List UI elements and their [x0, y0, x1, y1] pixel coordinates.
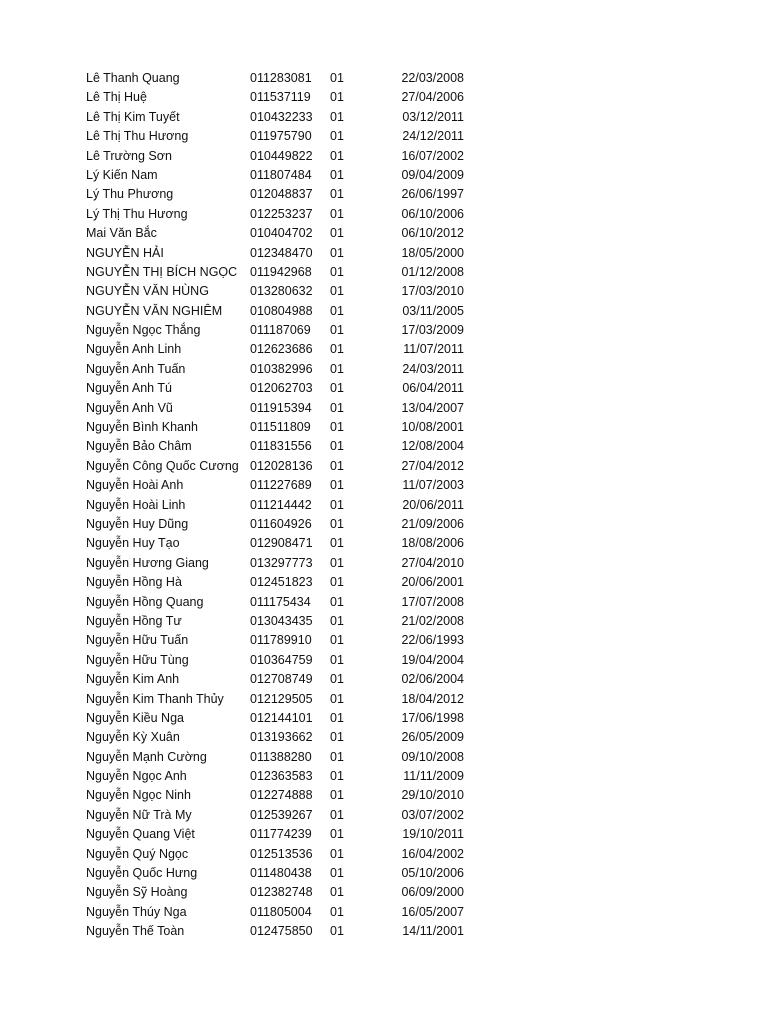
name-cell: Nguyễn Quốc Hưng: [86, 866, 198, 881]
date-cell: 27/04/2012: [401, 458, 464, 473]
name-cell: Nguyễn Kim Anh: [86, 672, 180, 687]
name-cell: Lê Trường Sơn: [86, 148, 172, 163]
name-cell: Nguyễn Hoài Anh: [86, 478, 184, 493]
date-cell: 17/03/2009: [401, 323, 464, 338]
date-cell: 22/03/2008: [401, 71, 464, 85]
id-cell: 011214442: [250, 497, 312, 512]
code-cell: 01: [330, 303, 344, 318]
id-cell: 011831556: [250, 439, 312, 454]
code-cell: 01: [330, 924, 344, 939]
id-cell: 012708749: [250, 672, 313, 687]
table-row: [86, 728, 486, 747]
name-cell: Nguyễn Bình Khanh: [86, 420, 198, 435]
id-cell: 012451823: [250, 575, 313, 590]
code-cell: 01: [330, 458, 344, 473]
id-cell: 010382996: [250, 361, 313, 376]
table-row: [86, 767, 486, 786]
id-cell: 010432233: [250, 109, 313, 124]
date-cell: 06/10/2006: [401, 206, 464, 221]
table-row: [86, 883, 486, 902]
id-cell: 011187069: [250, 323, 311, 338]
code-cell: 01: [330, 129, 344, 144]
date-cell: 20/06/2011: [402, 497, 464, 512]
code-cell: 01: [330, 885, 344, 900]
table-row: [86, 457, 486, 476]
table-row: [86, 690, 486, 709]
date-cell: 20/06/2001: [401, 575, 464, 590]
code-cell: 01: [330, 400, 344, 415]
data-table: [86, 69, 486, 942]
date-cell: 11/07/2011: [403, 342, 464, 357]
id-cell: 012539267: [250, 807, 313, 822]
name-cell: Nguyễn Anh Tuấn: [86, 361, 186, 376]
date-cell: 24/03/2011: [402, 361, 464, 376]
code-cell: 01: [330, 167, 344, 182]
name-cell: Lý Thu Phương: [86, 187, 174, 202]
table-row: [86, 573, 486, 592]
date-cell: 06/10/2012: [401, 226, 464, 241]
name-cell: Nguyễn Ngọc Ninh: [86, 788, 191, 803]
table-row: [86, 845, 486, 864]
id-cell: 011807484: [250, 167, 312, 182]
table-row: [86, 147, 486, 166]
table-row: [86, 302, 486, 321]
name-cell: Nguyễn Kỳ Xuân: [86, 730, 180, 745]
code-cell: 01: [330, 71, 344, 85]
name-cell: Nguyễn Quý Ngọc: [86, 846, 189, 861]
table-row: [86, 263, 486, 282]
id-cell: 012382748: [250, 885, 313, 900]
date-cell: 26/05/2009: [401, 730, 464, 745]
table-row: [86, 437, 486, 456]
code-cell: 01: [330, 827, 344, 842]
date-cell: 18/08/2006: [401, 536, 464, 551]
table-row: [86, 864, 486, 883]
id-cell: 013297773: [250, 555, 313, 570]
date-cell: 17/06/1998: [401, 710, 464, 725]
date-cell: 27/04/2010: [401, 555, 464, 570]
table-row: [86, 88, 486, 107]
id-cell: 012623686: [250, 342, 313, 357]
table-row: [86, 554, 486, 573]
name-cell: Nguyễn Nữ Trà My: [86, 807, 192, 822]
code-cell: 01: [330, 497, 344, 512]
table-row: [86, 709, 486, 728]
name-cell: Nguyễn Anh Tú: [86, 381, 172, 396]
date-cell: 19/04/2004: [401, 652, 464, 667]
date-cell: 11/07/2003: [402, 478, 464, 493]
id-cell: 012513536: [250, 846, 313, 861]
table-row: [86, 399, 486, 418]
table-row: [86, 244, 486, 263]
id-cell: 012062703: [250, 381, 313, 396]
table-row: [86, 825, 486, 844]
table-row: [86, 185, 486, 204]
code-cell: 01: [330, 769, 344, 784]
table-row: [86, 340, 486, 359]
date-cell: 01/12/2008: [401, 264, 464, 279]
date-cell: 18/04/2012: [401, 691, 464, 706]
id-cell: 012048837: [250, 187, 313, 202]
date-cell: 27/04/2006: [401, 90, 464, 105]
name-cell: NGUYỄN VĂN NGHIÊM: [86, 303, 223, 318]
date-cell: 06/04/2011: [402, 381, 464, 396]
table-row: [86, 360, 486, 379]
id-cell: 013193662: [250, 730, 313, 745]
table-row: [86, 321, 486, 340]
code-cell: 01: [330, 807, 344, 822]
code-cell: 01: [330, 672, 344, 687]
date-cell: 12/08/2004: [401, 439, 464, 454]
table-row: [86, 903, 486, 922]
code-cell: 01: [330, 264, 344, 279]
name-cell: Nguyễn Hoài Linh: [86, 497, 186, 512]
date-cell: 11/11/2009: [403, 769, 464, 784]
id-cell: 012475850: [250, 924, 313, 939]
name-cell: Nguyễn Huy Dũng: [86, 516, 189, 531]
date-cell: 03/12/2011: [402, 109, 464, 124]
name-cell: Nguyễn Hữu Tuấn: [86, 633, 189, 648]
name-cell: Nguyễn Ngọc Anh: [86, 769, 187, 784]
date-cell: 17/03/2010: [401, 284, 464, 299]
id-cell: 011805004: [250, 904, 312, 919]
table-row: [86, 515, 486, 534]
name-cell: Nguyễn Hữu Tùng: [86, 652, 189, 667]
code-cell: 01: [330, 284, 344, 299]
id-cell: 010364759: [250, 652, 313, 667]
code-cell: 01: [330, 323, 344, 338]
id-cell: 011774239: [250, 827, 312, 842]
name-cell: Nguyễn Công Quốc Cương: [86, 458, 239, 473]
id-cell: 010449822: [250, 148, 313, 163]
code-cell: 01: [330, 866, 344, 881]
date-cell: 21/09/2006: [401, 516, 464, 531]
code-cell: 01: [330, 478, 344, 493]
name-cell: Nguyễn Hồng Tư: [86, 613, 182, 628]
code-cell: 01: [330, 381, 344, 396]
code-cell: 01: [330, 613, 344, 628]
id-cell: 011480438: [250, 866, 312, 881]
code-cell: 01: [330, 555, 344, 570]
date-cell: 14/11/2001: [402, 924, 464, 939]
date-cell: 16/07/2002: [401, 148, 464, 163]
id-cell: 012363583: [250, 769, 313, 784]
date-cell: 09/10/2008: [401, 749, 464, 764]
date-cell: 16/05/2007: [401, 904, 464, 919]
table-row: [86, 418, 486, 437]
date-cell: 17/07/2008: [401, 594, 464, 609]
code-cell: 01: [330, 633, 344, 648]
date-cell: 09/04/2009: [401, 167, 464, 182]
id-cell: 011283081: [250, 71, 312, 85]
id-cell: 010804988: [250, 303, 313, 318]
code-cell: 01: [330, 516, 344, 531]
name-cell: Nguyễn Anh Linh: [86, 342, 182, 357]
name-cell: Nguyễn Thế Toàn: [86, 924, 185, 939]
table-row: [86, 108, 486, 127]
code-cell: 01: [330, 90, 344, 105]
id-cell: 013280632: [250, 284, 313, 299]
name-cell: Nguyễn Hồng Hà: [86, 575, 182, 590]
date-cell: 10/08/2001: [401, 420, 464, 435]
name-cell: Nguyễn Bảo Châm: [86, 439, 192, 454]
id-cell: 011789910: [250, 633, 312, 648]
id-cell: 012028136: [250, 458, 313, 473]
table-row: [86, 922, 486, 941]
name-cell: Nguyễn Mạnh Cường: [86, 749, 207, 764]
code-cell: 01: [330, 206, 344, 221]
date-cell: 03/11/2005: [402, 303, 464, 318]
table-row: [86, 534, 486, 553]
name-cell: Lê Thanh Quang: [86, 71, 180, 85]
name-cell: Nguyễn Huy Tạo: [86, 536, 180, 551]
code-cell: 01: [330, 226, 344, 241]
name-cell: NGUYỄN VĂN HÙNG: [86, 284, 209, 299]
code-cell: 01: [330, 148, 344, 163]
id-cell: 011942968: [250, 264, 312, 279]
id-cell: 012908471: [250, 536, 313, 551]
table-row: [86, 496, 486, 515]
code-cell: 01: [330, 439, 344, 454]
date-cell: 29/10/2010: [401, 788, 464, 803]
id-cell: 011537119: [250, 90, 311, 105]
table-row: [86, 282, 486, 301]
id-cell: 012253237: [250, 206, 313, 221]
table-row: [86, 612, 486, 631]
name-cell: Nguyễn Quang Việt: [86, 827, 195, 842]
table-row: [86, 379, 486, 398]
date-cell: 03/07/2002: [401, 807, 464, 822]
code-cell: 01: [330, 536, 344, 551]
code-cell: 01: [330, 710, 344, 725]
id-cell: 011388280: [250, 749, 312, 764]
date-cell: 05/10/2006: [401, 866, 464, 881]
name-cell: NGUYỄN THỊ BÍCH NGỌC: [86, 264, 238, 279]
table-row: [86, 224, 486, 243]
date-cell: 18/05/2000: [401, 245, 464, 260]
date-cell: 06/09/2000: [401, 885, 464, 900]
table-row: [86, 631, 486, 650]
code-cell: 01: [330, 109, 344, 124]
date-cell: 02/06/2004: [401, 672, 464, 687]
name-cell: Lê Thị Kim Tuyết: [86, 109, 180, 124]
name-cell: Nguyễn Hương Giang: [86, 555, 209, 570]
id-cell: 012129505: [250, 691, 313, 706]
id-cell: 011511809: [250, 420, 311, 435]
code-cell: 01: [330, 575, 344, 590]
code-cell: 01: [330, 187, 344, 202]
date-cell: 19/10/2011: [402, 827, 464, 842]
name-cell: Lý Kiến Nam: [86, 167, 158, 182]
id-cell: 012144101: [250, 710, 313, 725]
id-cell: 011975790: [250, 129, 312, 144]
name-cell: NGUYỄN HẢI: [86, 245, 164, 260]
table-row: [86, 651, 486, 670]
date-cell: 16/04/2002: [401, 846, 464, 861]
id-cell: 012348470: [250, 245, 313, 260]
code-cell: 01: [330, 652, 344, 667]
date-cell: 21/02/2008: [401, 613, 464, 628]
name-cell: Nguyễn Kim Thanh Thủy: [86, 691, 224, 706]
id-cell: 010404702: [250, 226, 313, 241]
code-cell: 01: [330, 788, 344, 803]
code-cell: 01: [330, 749, 344, 764]
id-cell: 011604926: [250, 516, 312, 531]
code-cell: 01: [330, 904, 344, 919]
code-cell: 01: [330, 342, 344, 357]
code-cell: 01: [330, 594, 344, 609]
id-cell: 011175434: [250, 594, 311, 609]
table-row: [86, 786, 486, 805]
table-row: [86, 476, 486, 495]
name-cell: Nguyễn Kiều Nga: [86, 710, 184, 725]
date-cell: 26/06/1997: [401, 187, 464, 202]
name-cell: Nguyễn Ngọc Thắng: [86, 323, 201, 338]
table-row: [86, 748, 486, 767]
table-row: [86, 205, 486, 224]
code-cell: 01: [330, 691, 344, 706]
id-cell: 012274888: [250, 788, 313, 803]
code-cell: 01: [330, 420, 344, 435]
table-row: [86, 69, 486, 88]
table-row: [86, 806, 486, 825]
name-cell: Nguyễn Anh Vũ: [86, 400, 173, 415]
name-cell: Lý Thị Thu Hương: [86, 206, 188, 221]
table-row: [86, 127, 486, 146]
table-row: [86, 670, 486, 689]
name-cell: Mai Văn Bắc: [86, 226, 157, 241]
name-cell: Lê Thị Huệ: [86, 90, 147, 105]
id-cell: 011227689: [250, 478, 312, 493]
date-cell: 22/06/1993: [401, 633, 464, 648]
date-cell: 13/04/2007: [401, 400, 464, 415]
id-cell: 013043435: [250, 613, 313, 628]
table-row: [86, 593, 486, 612]
code-cell: 01: [330, 361, 344, 376]
id-cell: 011915394: [250, 400, 312, 415]
name-cell: Nguyễn Sỹ Hoàng: [86, 885, 188, 900]
code-cell: 01: [330, 245, 344, 260]
name-cell: Nguyễn Thúy Nga: [86, 904, 187, 919]
date-cell: 24/12/2011: [402, 129, 464, 144]
code-cell: 01: [330, 730, 344, 745]
table-row: [86, 166, 486, 185]
code-cell: 01: [330, 846, 344, 861]
name-cell: Lê Thị Thu Hương: [86, 129, 189, 144]
name-cell: Nguyễn Hồng Quang: [86, 594, 204, 609]
